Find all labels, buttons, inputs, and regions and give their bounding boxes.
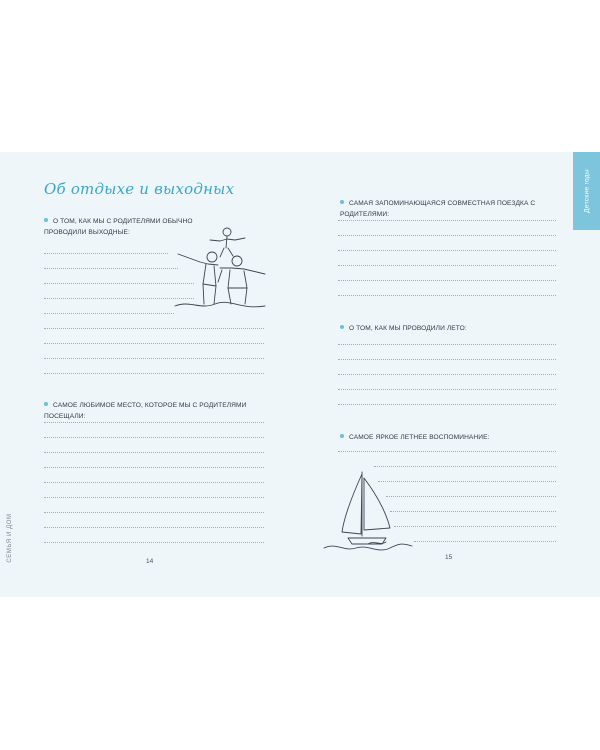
- writing-line[interactable]: [44, 437, 264, 438]
- page-number: 15: [445, 554, 453, 561]
- writing-line[interactable]: [44, 542, 264, 543]
- writing-line[interactable]: [338, 374, 556, 375]
- question-summer-memory: [340, 432, 570, 443]
- writing-line[interactable]: [44, 497, 264, 498]
- writing-line[interactable]: [44, 482, 264, 483]
- writing-line[interactable]: [44, 328, 264, 329]
- bullet-icon: [340, 325, 344, 329]
- writing-line[interactable]: [374, 466, 556, 467]
- bullet-icon: [340, 434, 344, 438]
- writing-line[interactable]: [44, 253, 168, 254]
- writing-line[interactable]: [338, 265, 556, 266]
- bullet-icon: [340, 200, 344, 204]
- question-text: САМОЕ ЯРКОЕ ЛЕТНЕЕ ВОСПОМИНАНИЕ:: [349, 434, 490, 441]
- left-page: [0, 152, 282, 597]
- writing-line[interactable]: [338, 404, 556, 405]
- writing-line[interactable]: [338, 280, 556, 281]
- question-trip: [340, 198, 570, 220]
- section-tab-label: Детские годы: [583, 169, 590, 213]
- writing-line[interactable]: [414, 541, 556, 542]
- question-text: САМОЕ ЛЮБИМОЕ МЕСТО, КОТОРОЕ МЫ С РОДИТЕЛЯМИ ПОСЕЩАЛИ:: [44, 402, 247, 420]
- writing-line[interactable]: [44, 313, 174, 314]
- right-page: [322, 152, 568, 597]
- question-text: О ТОМ, КАК МЫ С РОДИТЕЛЯМИ ОБЫЧНО ПРОВОДИЛИ ВЫХОДНЫЕ:: [44, 218, 193, 236]
- writing-line[interactable]: [44, 527, 264, 528]
- bullet-icon: [44, 218, 48, 222]
- writing-line[interactable]: [338, 359, 556, 360]
- bullet-icon: [44, 402, 48, 406]
- family-illustration-icon: [170, 224, 270, 324]
- writing-line[interactable]: [44, 268, 178, 269]
- question-text: О ТОМ, КАК МЫ ПРОВОДИЛИ ЛЕТО:: [349, 325, 467, 332]
- writing-line[interactable]: [338, 295, 556, 296]
- writing-line[interactable]: [338, 451, 556, 452]
- section-tab[interactable]: [573, 152, 600, 230]
- writing-line[interactable]: [44, 358, 264, 359]
- page-title: Об отдыхе и выходных: [44, 180, 235, 198]
- writing-line[interactable]: [390, 511, 556, 512]
- writing-line[interactable]: [338, 220, 556, 221]
- writing-line[interactable]: [338, 235, 556, 236]
- page-number: 14: [146, 558, 154, 565]
- writing-line[interactable]: [44, 373, 264, 374]
- section-side-text: СЕМЬЯ И ДОМ: [7, 513, 13, 563]
- section-side-label: [4, 498, 16, 578]
- book-spread: [0, 152, 600, 597]
- question-favorite-place: [44, 400, 274, 422]
- question-summer: [340, 323, 570, 334]
- writing-line[interactable]: [44, 512, 264, 513]
- writing-line[interactable]: [44, 422, 264, 423]
- writing-line[interactable]: [338, 250, 556, 251]
- writing-line[interactable]: [44, 343, 264, 344]
- writing-line[interactable]: [338, 389, 556, 390]
- sailboat-illustration-icon: [324, 468, 414, 554]
- question-text: САМАЯ ЗАПОМИНАЮЩАЯСЯ СОВМЕСТНАЯ ПОЕЗДКА С РОДИТЕЛЯМИ:: [340, 200, 536, 218]
- writing-line[interactable]: [338, 344, 556, 345]
- writing-line[interactable]: [394, 526, 556, 527]
- writing-line[interactable]: [44, 467, 264, 468]
- writing-line[interactable]: [44, 452, 264, 453]
